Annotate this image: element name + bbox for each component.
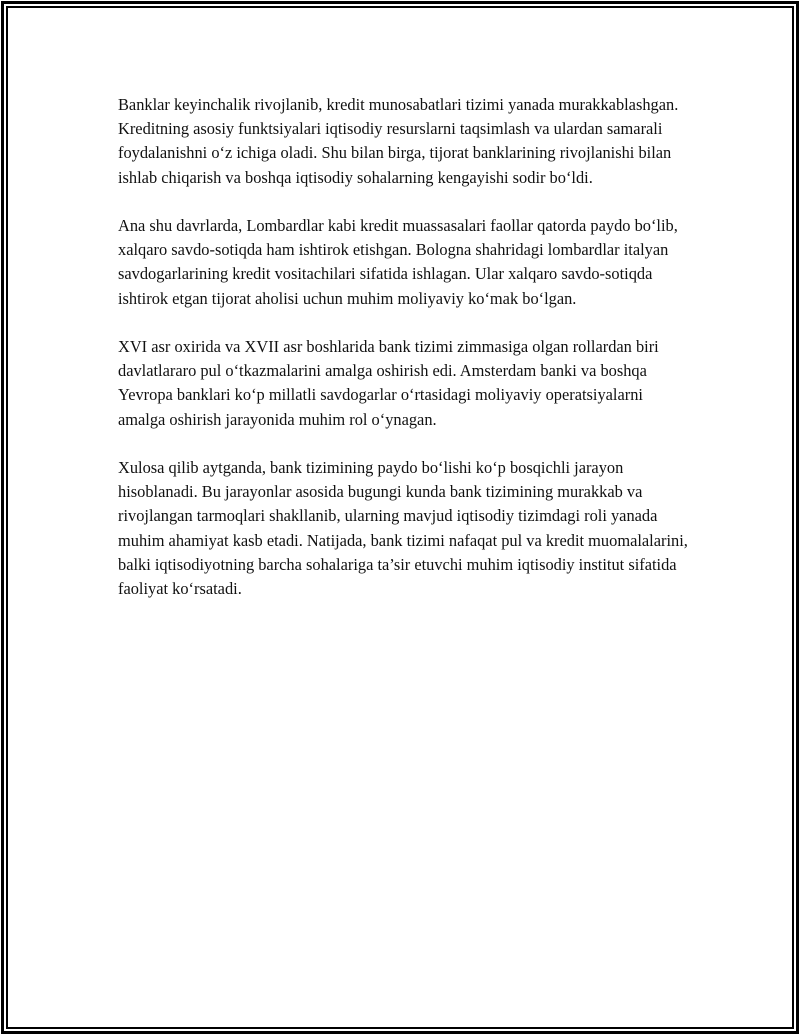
paragraph-2: Ana shu davrlarda, Lombardlar kabi kredit muassasalari faollar qatorda paydo bo‘lib, xalqaro savdo-sotiqda ham ishtirok etishgan. Bologna shahridagi lombardlar italyan savdogarlarining kredit vositachilari sifatida ishlagan. Ular xalqaro savdo-sotiqda ishtirok etgan tijorat aholisi uchun muhim moliyaviy ko‘mak bo‘lgan. (118, 216, 678, 308)
paragraph-1: Banklar keyinchalik rivojlanib, kredit munosabatlari tizimi yanada murakkablashgan. Kreditning asosiy funktsiyalari iqtisodiy resurslarni taqsimlash va ulardan samarali foydalanishni o‘z ichiga oladi. Shu bilan birga, tijorat banklarining rivojlanishi bilan ishlab chiqarish va boshqa iqtisodiy sohalarning kengayishi sodir bo‘ldi. (118, 95, 679, 187)
paragraph-4: Xulosa qilib aytganda, bank tizimining paydo bo‘lishi ko‘p bosqichli jarayon hisoblanadi. Bu jarayonlar asosida bugungi kunda bank tizimining murakkab va rivojlangan tarmoqlari shakllanib, ularning mavjud iqtisodiy tizimdagi roli yanada muhim ahamiyat kasb etadi. Natijada, bank tizimi nafaqat pul va kredit muomalalarini, balki iqtisodiyotning barcha sohalariga ta’sir etuvchi muhim iqtisodiy institut sifatida faoliyat ko‘rsatadi. (118, 458, 688, 599)
paragraph-3: XVI asr oxirida va XVII asr boshlarida bank tizimi zimmasiga olgan rollardan biri davlatlararo pul o‘tkazmalarini amalga oshirish edi. Amsterdam banki va boshqa Yevropa banklari ko‘p millatli savdogarlar o‘rtasidagi moliyaviy operatsiyalarni amalga oshirish jarayonida muhim rol o‘ynagan. (118, 337, 659, 429)
document-body (118, 93, 688, 625)
